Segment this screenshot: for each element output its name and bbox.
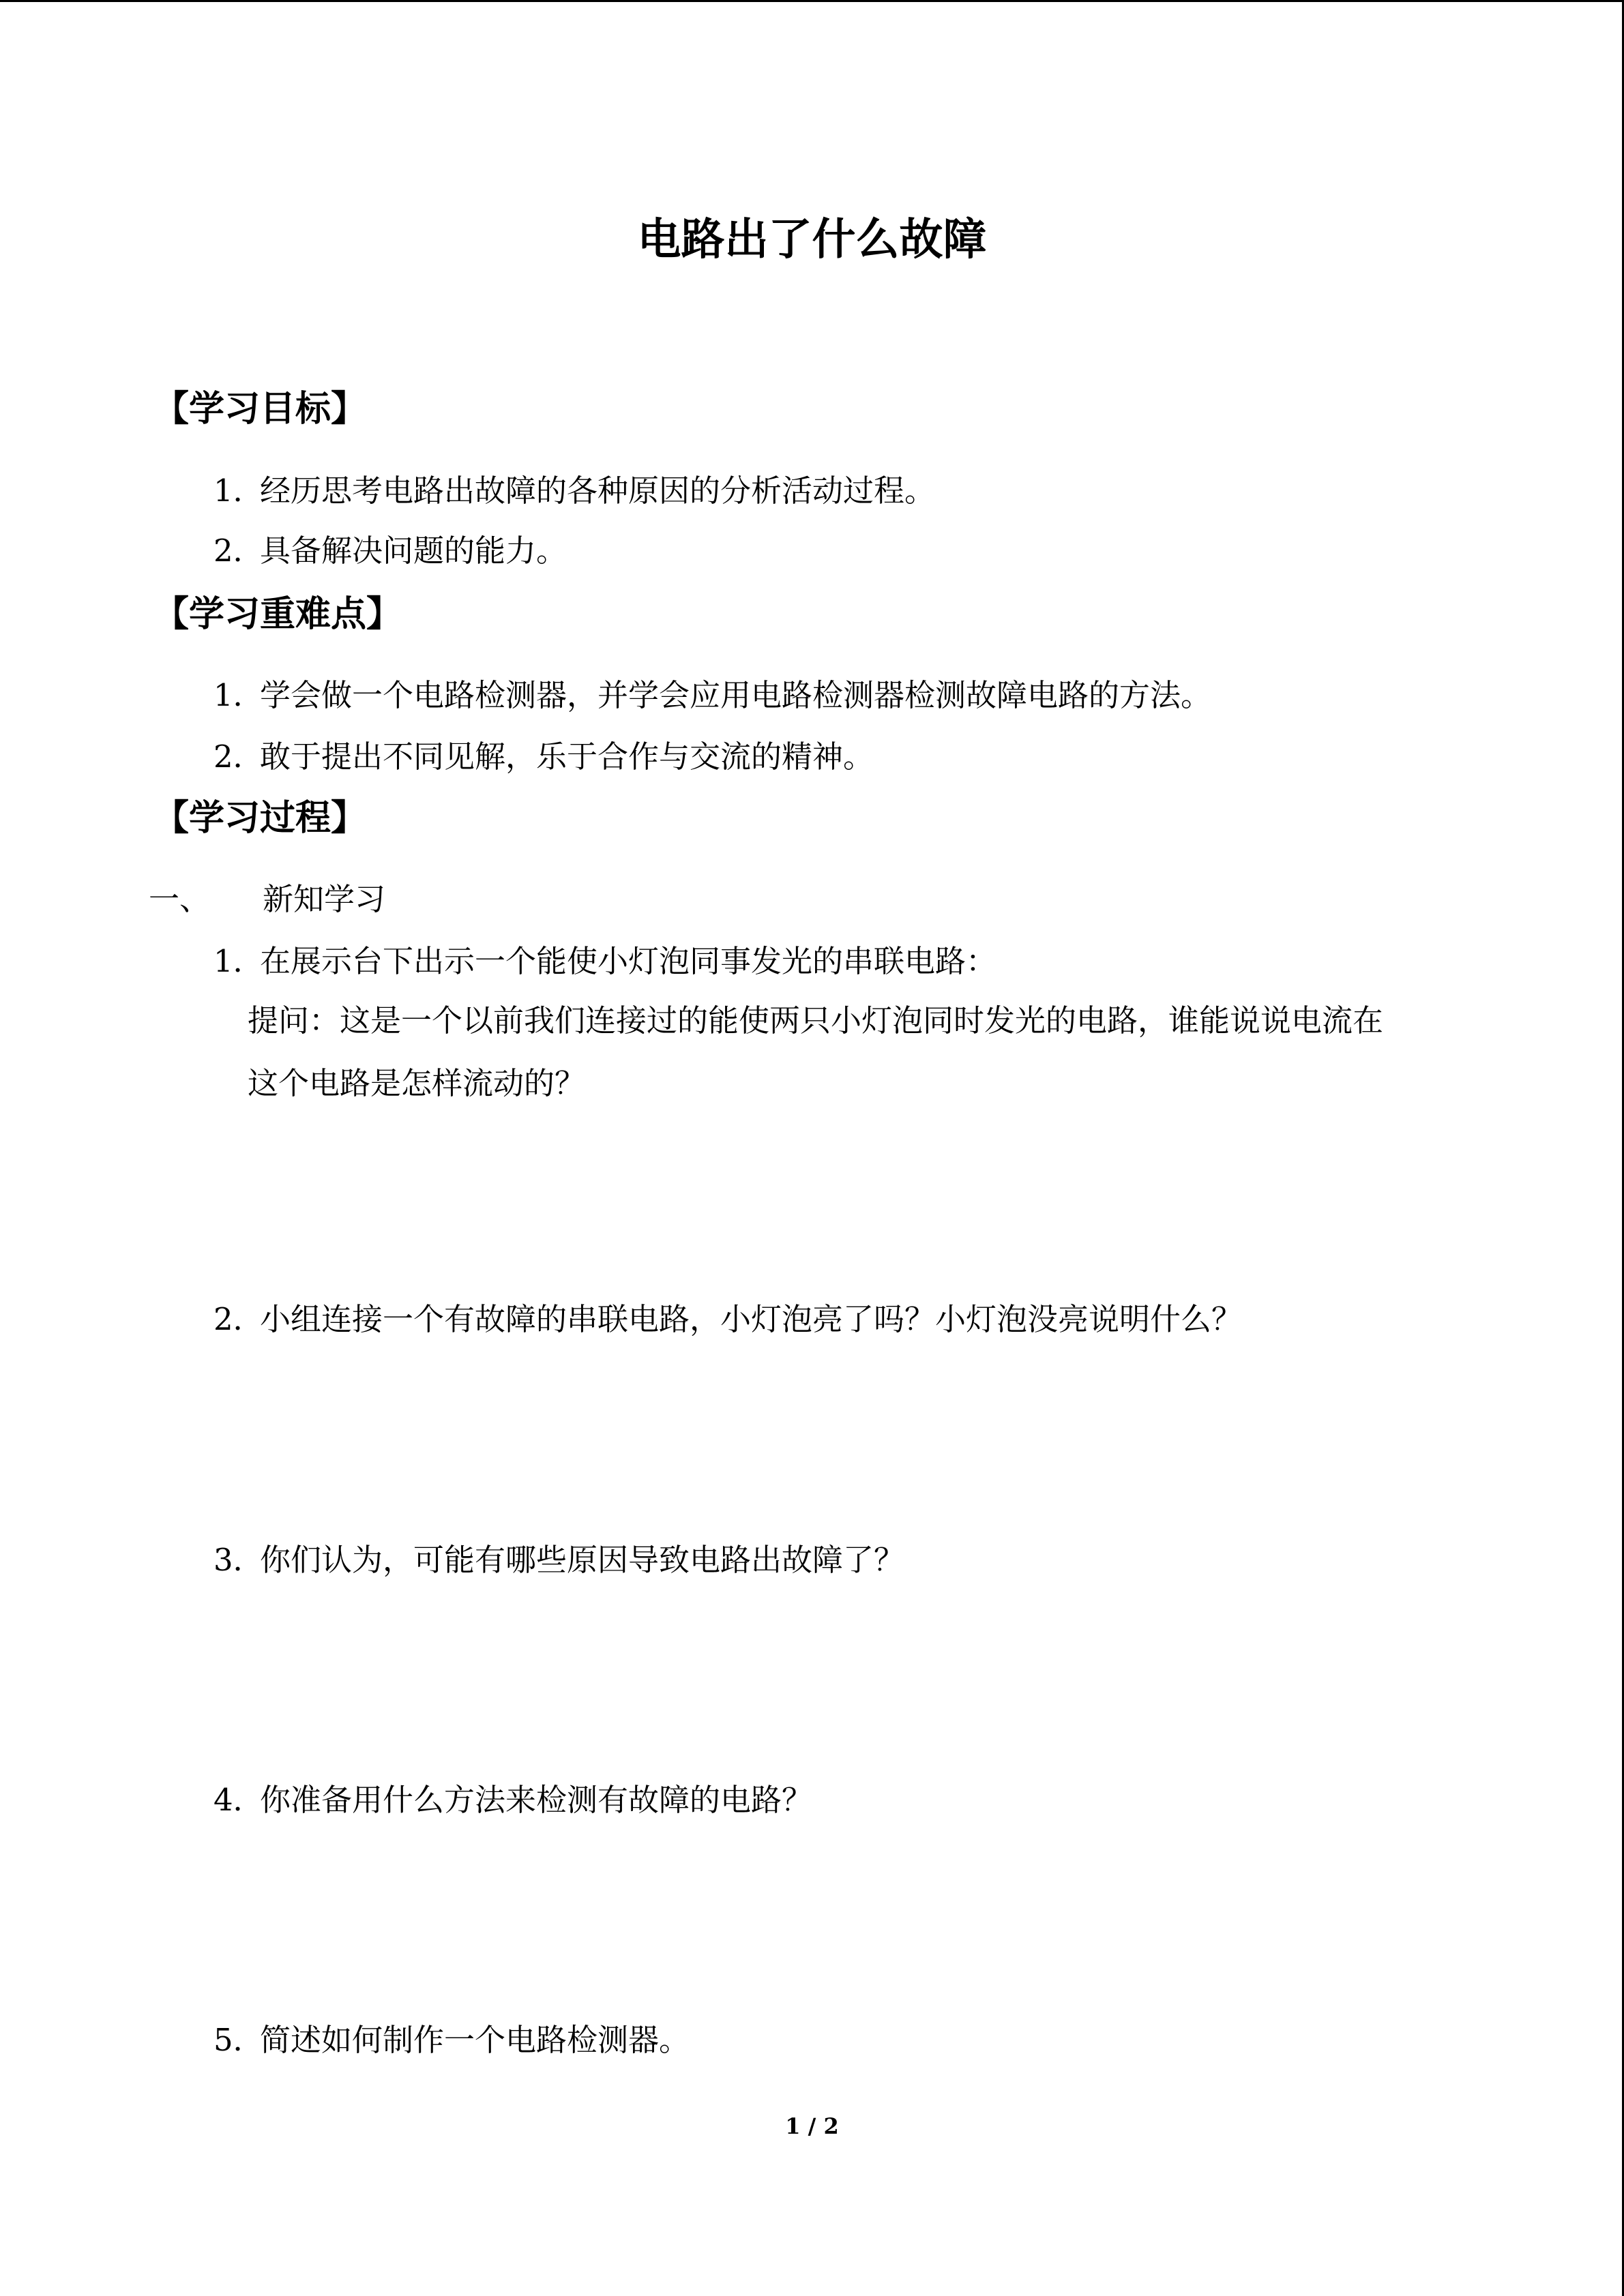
part-one-title: 新知学习 [263, 881, 386, 917]
objective-item-2 [213, 529, 567, 573]
page-number: 1 / 2 [785, 2113, 839, 2139]
question-1-num: 1． [213, 943, 264, 979]
heading-keypoints: 【学习重难点】 [153, 594, 402, 635]
question-4 [213, 1778, 812, 1822]
keypoint-item-1-text: 学会做一个电路检测器，并学会应用电路检测器检测故障电路的方法。 [260, 677, 1212, 713]
question-1-followup-line2: 这个电路是怎样流动的？ [248, 1065, 586, 1101]
keypoint-item-1-num: 1． [213, 677, 264, 713]
part-one-label: 一、 [149, 881, 211, 917]
keypoint-item-2-text: 敢于提出不同见解，乐于合作与交流的精神。 [260, 739, 874, 775]
question-2-num: 2． [213, 1301, 264, 1337]
objective-item-1 [213, 469, 935, 513]
keypoint-item-1 [213, 674, 1211, 717]
page-border-top [0, 0, 1624, 2]
question-4-num: 4． [213, 1782, 264, 1818]
heading-process: 【学习过程】 [153, 798, 367, 839]
question-5-num: 5． [213, 2022, 264, 2058]
objective-item-2-num: 2． [213, 533, 264, 569]
question-1 [213, 940, 996, 983]
objective-item-1-text: 经历思考电路出故障的各种原因的分析活动过程。 [260, 473, 936, 509]
question-3-text: 你们认为，可能有哪些原因导致电路出故障了？ [260, 1542, 905, 1578]
keypoint-item-2 [213, 735, 874, 779]
question-3 [213, 1538, 904, 1582]
objective-item-1-num: 1． [213, 473, 264, 509]
question-5 [213, 2018, 690, 2062]
question-2-text: 小组连接一个有故障的串联电路，小灯泡亮了吗？小灯泡没亮说明什么？ [260, 1301, 1243, 1337]
page-title: 电路出了什么故障 [637, 215, 987, 265]
keypoint-item-2-num: 2． [213, 739, 264, 775]
question-4-text: 你准备用什么方法来检测有故障的电路？ [260, 1782, 813, 1818]
question-1-followup-line1: 提问：这是一个以前我们连接过的能使两只小灯泡同时发光的电路，谁能说说电流在 [248, 1002, 1384, 1039]
objective-item-2-text: 具备解决问题的能力。 [260, 533, 567, 569]
question-2 [213, 1298, 1242, 1341]
question-5-text: 简述如何制作一个电路检测器。 [260, 2022, 690, 2058]
question-1-text: 在展示台下出示一个能使小灯泡同事发光的串联电路： [260, 943, 997, 979]
question-3-num: 3． [213, 1542, 264, 1578]
heading-objectives: 【学习目标】 [153, 389, 367, 430]
